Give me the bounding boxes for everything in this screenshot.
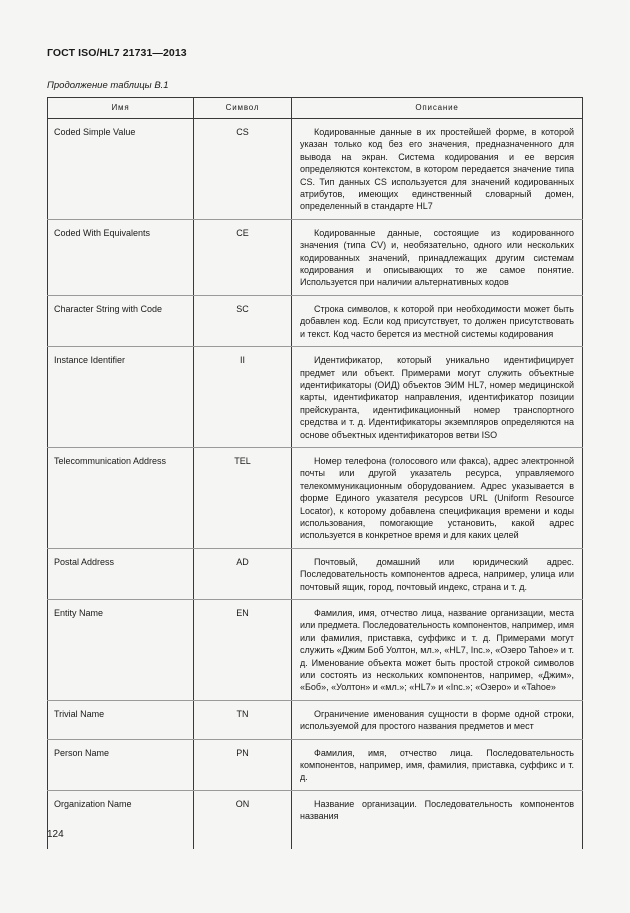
row-description-cell — [292, 347, 583, 448]
row-description: Номер телефона (голосового или факса), адрес электронной почты или другой указатель ресурса, управляемого телекоммуникационным оборудованием. Адрес указывается в форме Единого указателя ресурсов URL (Uniform Resource Locator), к которому добавлена спецификация времени и коды использования, помогающие установить, какой адрес используется в конкретное время и для каких целей — [300, 455, 574, 541]
row-description: Строка символов, к которой при необходимости может быть добавлен код. Если код присутствует, то должен присутствовать и текст. Код часто берется из местной системы кодирования — [300, 303, 574, 339]
row-description: Название организации. Последовательность компонентов названия — [300, 798, 574, 822]
table-caption: Продолжение таблицы В.1 — [47, 80, 169, 91]
row-description-cell — [292, 790, 583, 828]
row-description-cell — [292, 700, 583, 739]
row-symbol: PN — [194, 739, 292, 790]
row-description-cell — [292, 295, 583, 346]
row-name: Trivial Name — [48, 700, 194, 739]
row-description-cell — [292, 447, 583, 548]
table-row — [48, 347, 583, 448]
row-description: Почтовый, домашний или юридический адрес. Последовательность компонентов адреса, например, улица или почтовый ящик, город, почтовый индекс, страна и т. д. — [300, 556, 574, 592]
row-symbol: CE — [194, 219, 292, 295]
row-name: Entity Name — [48, 600, 194, 701]
row-name: Person Name — [48, 739, 194, 790]
row-name: Telecommunication Address — [48, 447, 194, 548]
table-row — [48, 700, 583, 739]
continuation-cell — [292, 829, 583, 849]
row-symbol: TN — [194, 700, 292, 739]
row-description: Кодированные данные, состоящие из кодированного значения (типа CV) и, необязательно, одного или нескольких кодированных значений, принадлежащих другим системам кодирования и описывающих то же самое понятие. Используется при наличии альтернативных кодов — [300, 227, 574, 288]
column-header-name: Имя — [48, 98, 194, 119]
row-symbol: SC — [194, 295, 292, 346]
column-header-symbol: Символ — [194, 98, 292, 119]
row-symbol: AD — [194, 548, 292, 599]
row-symbol: ON — [194, 790, 292, 828]
table-header-row — [48, 98, 583, 119]
row-symbol: CS — [194, 119, 292, 220]
row-name: Coded With Equivalents — [48, 219, 194, 295]
row-name: Character String with Code — [48, 295, 194, 346]
row-description: Фамилия, имя, отчество лица, название организации, места или предмета. Последовательность компонентов, например, имя или фамилия, приставка, суффикс и т. д. Примерами могут служить «Джим Боб Уолтон, мл.», «HL7, Inc.», «Озеро Tahoe» и т. д. Именование объекта может быть простой строкой символов или состоять из нескольких компонентов, например, «Джим», «Боб», «Уолтон» и «мл.»; «HL7» и «Inc.»; «Озеро» и «Tahoe» — [300, 608, 574, 693]
row-name: Postal Address — [48, 548, 194, 599]
row-name: Instance Identifier — [48, 347, 194, 448]
document-header: ГОСТ ISO/HL7 21731—2013 — [47, 47, 187, 59]
row-description-cell — [292, 739, 583, 790]
row-description: Ограничение именования сущности в форме одной строки, используемой для простого названия предметов и мест — [300, 708, 574, 732]
row-description: Идентификатор, который уникально идентифицирует предмет или объект. Примерами могут служить объектные идентификаторы (ОИД) объектов ЭИМ HL7, номер медицинской карты, идентификатор направления, идентификатор позиции прейскуранта, идентификационный номер транспортного средства и т. д. Идентификаторы экземпляров определяются на основе объектных идентификаторов ветви ISO — [300, 355, 574, 440]
data-types-table — [47, 97, 583, 849]
continuation-cell — [48, 829, 194, 849]
row-description-cell — [292, 600, 583, 701]
table-continuation — [48, 829, 583, 849]
row-description: Кодированные данные в их простейшей форме, в которой указан только код без его значения, предназначенного для вывода на экран. Система кодирования и ее версия определяются контекстом, в котором передается значение типа CS. Тип данных CS используется для значений кодированных атрибутов, имеющих единственный словарный домен, определенный в стандарте HL7 — [300, 127, 574, 212]
row-symbol: EN — [194, 600, 292, 701]
table-row — [48, 739, 583, 790]
table-row — [48, 790, 583, 828]
row-description: Фамилия, имя, отчество лица. Последовательность компонентов, например, имя, фамилия, приставка, суффикс и т. д. — [300, 747, 574, 783]
table-row — [48, 600, 583, 701]
table-row — [48, 219, 583, 295]
row-symbol: TEL — [194, 447, 292, 548]
row-description-cell — [292, 219, 583, 295]
table-row — [48, 447, 583, 548]
row-description-cell — [292, 548, 583, 599]
table-row — [48, 548, 583, 599]
page-number: 124 — [47, 829, 64, 840]
row-name: Organization Name — [48, 790, 194, 828]
table-row — [48, 119, 583, 220]
continuation-cell — [194, 829, 292, 849]
table-row — [48, 295, 583, 346]
row-name: Coded Simple Value — [48, 119, 194, 220]
row-symbol: II — [194, 347, 292, 448]
row-description-cell — [292, 119, 583, 220]
column-header-description: Описание — [292, 98, 583, 119]
